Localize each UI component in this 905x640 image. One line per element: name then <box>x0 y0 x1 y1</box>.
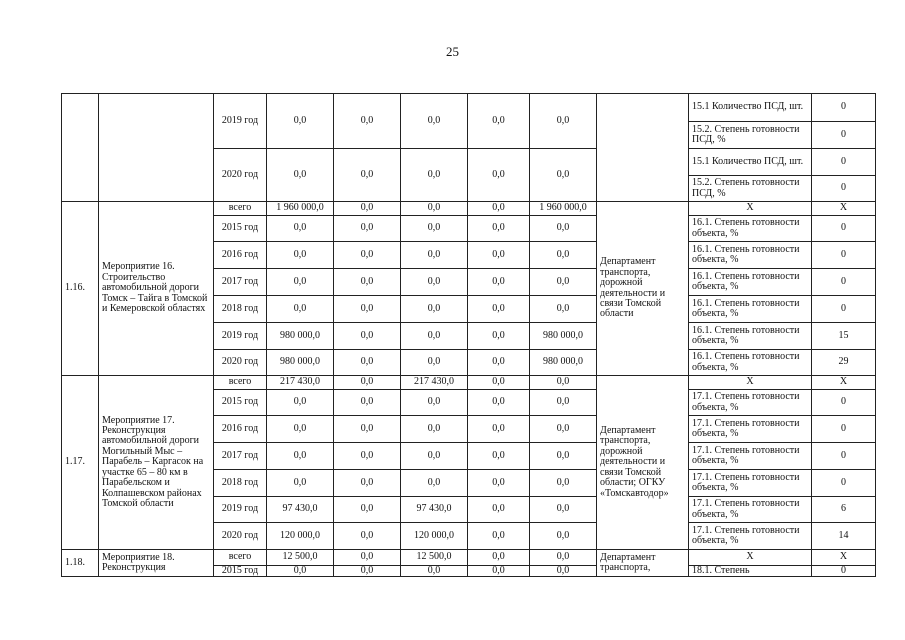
funding-value: 0,0 <box>401 323 468 350</box>
funding-value: 0,0 <box>530 443 597 470</box>
indicator-label: 17.1. Степень готовности объекта, % <box>689 416 812 443</box>
period-cell: 2017 год <box>214 269 267 296</box>
funding-value: 0,0 <box>267 242 334 269</box>
funding-value: 0,0 <box>530 242 597 269</box>
funding-value: 0,0 <box>334 202 401 216</box>
funding-value: 0,0 <box>267 269 334 296</box>
funding-value: 0,0 <box>334 416 401 443</box>
funding-value: 0,0 <box>530 497 597 523</box>
funding-value: 0,0 <box>401 216 468 242</box>
activity-number: 1.18. <box>62 550 99 577</box>
funding-value: 0,0 <box>267 390 334 416</box>
indicator-label: X <box>689 550 812 566</box>
indicator-value: 0 <box>812 122 876 149</box>
indicator-label: 15.1 Количество ПСД, шт. <box>689 94 812 122</box>
period-cell: всего <box>214 202 267 216</box>
funding-value: 120 000,0 <box>267 523 334 550</box>
indicator-label: 16.1. Степень готовности объекта, % <box>689 216 812 242</box>
funding-value: 0,0 <box>267 296 334 323</box>
funding-value: 0,0 <box>530 269 597 296</box>
funding-value: 0,0 <box>468 350 530 376</box>
activity-title <box>99 94 214 202</box>
indicator-value: 6 <box>812 497 876 523</box>
funding-value: 0,0 <box>401 242 468 269</box>
funding-value: 0,0 <box>267 94 334 149</box>
funding-value: 0,0 <box>530 470 597 497</box>
funding-value: 0,0 <box>401 350 468 376</box>
indicator-value: 0 <box>812 269 876 296</box>
funding-value: 0,0 <box>334 550 401 566</box>
period-cell: всего <box>214 376 267 390</box>
activity-title: Мероприятие 18. Реконструкция <box>99 550 214 577</box>
indicator-label: 16.1. Степень готовности объекта, % <box>689 242 812 269</box>
indicator-value: X <box>812 550 876 566</box>
activity-title: Мероприятие 16. Строительство автомобильной дороги Томск – Тайга в Томской и Кемеровской областях <box>99 202 214 376</box>
funding-value: 0,0 <box>468 94 530 149</box>
indicator-label: 18.1. Степень <box>689 566 812 577</box>
funding-value: 0,0 <box>530 216 597 242</box>
funding-value: 0,0 <box>468 323 530 350</box>
indicator-value: 29 <box>812 350 876 376</box>
indicator-value: 0 <box>812 296 876 323</box>
funding-value: 0,0 <box>334 376 401 390</box>
period-cell: 2018 год <box>214 470 267 497</box>
funding-value: 0,0 <box>468 497 530 523</box>
table-row <box>62 376 876 390</box>
indicator-value: 0 <box>812 149 876 176</box>
period-cell: всего <box>214 550 267 566</box>
funding-value: 0,0 <box>468 523 530 550</box>
period-cell: 2019 год <box>214 497 267 523</box>
period-cell: 2019 год <box>214 323 267 350</box>
indicator-label: 17.1. Степень готовности объекта, % <box>689 443 812 470</box>
activity-title: Мероприятие 17. Реконструкция автомобильной дороги Могильный Мыс – Парабель – Каргасок на участке 65 – 80 км в Парабельском и Колпашевском районах Томской области <box>99 376 214 550</box>
indicator-value: 15 <box>812 323 876 350</box>
indicator-label: 17.1. Степень готовности объекта, % <box>689 497 812 523</box>
funding-value: 0,0 <box>334 497 401 523</box>
funding-value: 0,0 <box>401 149 468 202</box>
funding-value: 980 000,0 <box>530 350 597 376</box>
funding-value: 0,0 <box>530 566 597 577</box>
indicator-value: 0 <box>812 176 876 202</box>
indicator-label: 15.2. Степень готовности ПСД, % <box>689 176 812 202</box>
indicator-label: 16.1. Степень готовности объекта, % <box>689 296 812 323</box>
funding-value: 0,0 <box>468 566 530 577</box>
period-cell: 2016 год <box>214 416 267 443</box>
funding-value: 12 500,0 <box>401 550 468 566</box>
funding-value: 0,0 <box>334 470 401 497</box>
funding-value: 0,0 <box>334 350 401 376</box>
funding-value: 0,0 <box>401 269 468 296</box>
funding-value: 0,0 <box>468 443 530 470</box>
funding-value: 0,0 <box>334 216 401 242</box>
funding-value: 0,0 <box>530 550 597 566</box>
funding-value: 0,0 <box>267 149 334 202</box>
period-cell: 2020 год <box>214 149 267 202</box>
period-cell: 2015 год <box>214 390 267 416</box>
period-cell: 2019 год <box>214 94 267 149</box>
funding-value: 0,0 <box>334 390 401 416</box>
indicator-value: 0 <box>812 470 876 497</box>
funding-value: 0,0 <box>530 296 597 323</box>
indicator-value: 0 <box>812 416 876 443</box>
period-cell: 2020 год <box>214 523 267 550</box>
funding-value: 0,0 <box>401 94 468 149</box>
funding-value: 1 960 000,0 <box>530 202 597 216</box>
funding-value: 0,0 <box>468 202 530 216</box>
funding-value: 0,0 <box>401 390 468 416</box>
executor-cell: Департамент транспорта, дорожной деятельности и связи Томской области <box>597 202 689 376</box>
indicator-label: 16.1. Степень готовности объекта, % <box>689 269 812 296</box>
funding-value: 97 430,0 <box>267 497 334 523</box>
indicator-value: 0 <box>812 94 876 122</box>
funding-value: 0,0 <box>468 216 530 242</box>
funding-value: 120 000,0 <box>401 523 468 550</box>
funding-value: 0,0 <box>401 202 468 216</box>
funding-value: 0,0 <box>530 376 597 390</box>
funding-value: 217 430,0 <box>401 376 468 390</box>
funding-value: 980 000,0 <box>267 323 334 350</box>
executor-cell: Департамент транспорта, <box>597 550 689 577</box>
indicator-label: X <box>689 202 812 216</box>
period-cell: 2015 год <box>214 216 267 242</box>
indicator-label: 17.1. Степень готовности объекта, % <box>689 523 812 550</box>
funding-value: 0,0 <box>401 566 468 577</box>
indicator-label: 15.1 Количество ПСД, шт. <box>689 149 812 176</box>
indicator-value: X <box>812 376 876 390</box>
indicator-value: 0 <box>812 216 876 242</box>
funding-value: 0,0 <box>334 523 401 550</box>
funding-value: 12 500,0 <box>267 550 334 566</box>
funding-value: 0,0 <box>267 470 334 497</box>
indicator-value: 0 <box>812 566 876 577</box>
indicator-value: 0 <box>812 390 876 416</box>
funding-value: 0,0 <box>468 296 530 323</box>
indicator-label: X <box>689 376 812 390</box>
activity-number: 1.16. <box>62 202 99 376</box>
funding-value: 0,0 <box>530 523 597 550</box>
funding-value: 1 960 000,0 <box>267 202 334 216</box>
funding-value: 0,0 <box>468 376 530 390</box>
funding-value: 980 000,0 <box>267 350 334 376</box>
period-cell: 2016 год <box>214 242 267 269</box>
funding-value: 97 430,0 <box>401 497 468 523</box>
funding-value: 0,0 <box>468 390 530 416</box>
funding-value: 0,0 <box>267 443 334 470</box>
period-cell: 2018 год <box>214 296 267 323</box>
table-row <box>62 94 876 122</box>
indicator-value: 14 <box>812 523 876 550</box>
funding-value: 217 430,0 <box>267 376 334 390</box>
funding-value: 0,0 <box>334 94 401 149</box>
indicator-label: 16.1. Степень готовности объекта, % <box>689 323 812 350</box>
indicator-label: 16.1. Степень готовности объекта, % <box>689 350 812 376</box>
indicator-label: 15.2. Степень готовности ПСД, % <box>689 122 812 149</box>
funding-value: 0,0 <box>334 566 401 577</box>
funding-value: 0,0 <box>334 269 401 296</box>
program-activities-table <box>61 93 876 577</box>
funding-value: 0,0 <box>530 149 597 202</box>
funding-value: 0,0 <box>401 470 468 497</box>
funding-value: 0,0 <box>334 443 401 470</box>
funding-value: 0,0 <box>468 416 530 443</box>
funding-value: 0,0 <box>468 149 530 202</box>
executor-cell <box>597 94 689 202</box>
funding-value: 0,0 <box>334 242 401 269</box>
indicator-value: X <box>812 202 876 216</box>
funding-value: 0,0 <box>401 296 468 323</box>
indicator-value: 0 <box>812 443 876 470</box>
funding-value: 0,0 <box>334 149 401 202</box>
funding-value: 0,0 <box>530 390 597 416</box>
indicator-label: 17.1. Степень готовности объекта, % <box>689 390 812 416</box>
funding-value: 0,0 <box>334 323 401 350</box>
funding-value: 0,0 <box>530 416 597 443</box>
indicator-value: 0 <box>812 242 876 269</box>
funding-value: 0,0 <box>267 566 334 577</box>
funding-value: 0,0 <box>334 296 401 323</box>
period-cell: 2015 год <box>214 566 267 577</box>
funding-value: 0,0 <box>468 550 530 566</box>
executor-cell: Департамент транспорта, дорожной деятельности и связи Томской области; ОГКУ «Томскавтодор» <box>597 376 689 550</box>
table-row <box>62 202 876 216</box>
funding-value: 0,0 <box>267 416 334 443</box>
funding-value: 0,0 <box>530 94 597 149</box>
period-cell: 2020 год <box>214 350 267 376</box>
page-number: 25 <box>446 44 459 59</box>
funding-value: 0,0 <box>401 443 468 470</box>
funding-value: 0,0 <box>468 242 530 269</box>
funding-value: 0,0 <box>267 216 334 242</box>
funding-value: 0,0 <box>401 416 468 443</box>
period-cell: 2017 год <box>214 443 267 470</box>
funding-value: 0,0 <box>468 269 530 296</box>
activity-number: 1.17. <box>62 376 99 550</box>
table-row <box>62 550 876 566</box>
indicator-label: 17.1. Степень готовности объекта, % <box>689 470 812 497</box>
funding-value: 0,0 <box>468 470 530 497</box>
funding-value: 980 000,0 <box>530 323 597 350</box>
activity-number <box>62 94 99 202</box>
